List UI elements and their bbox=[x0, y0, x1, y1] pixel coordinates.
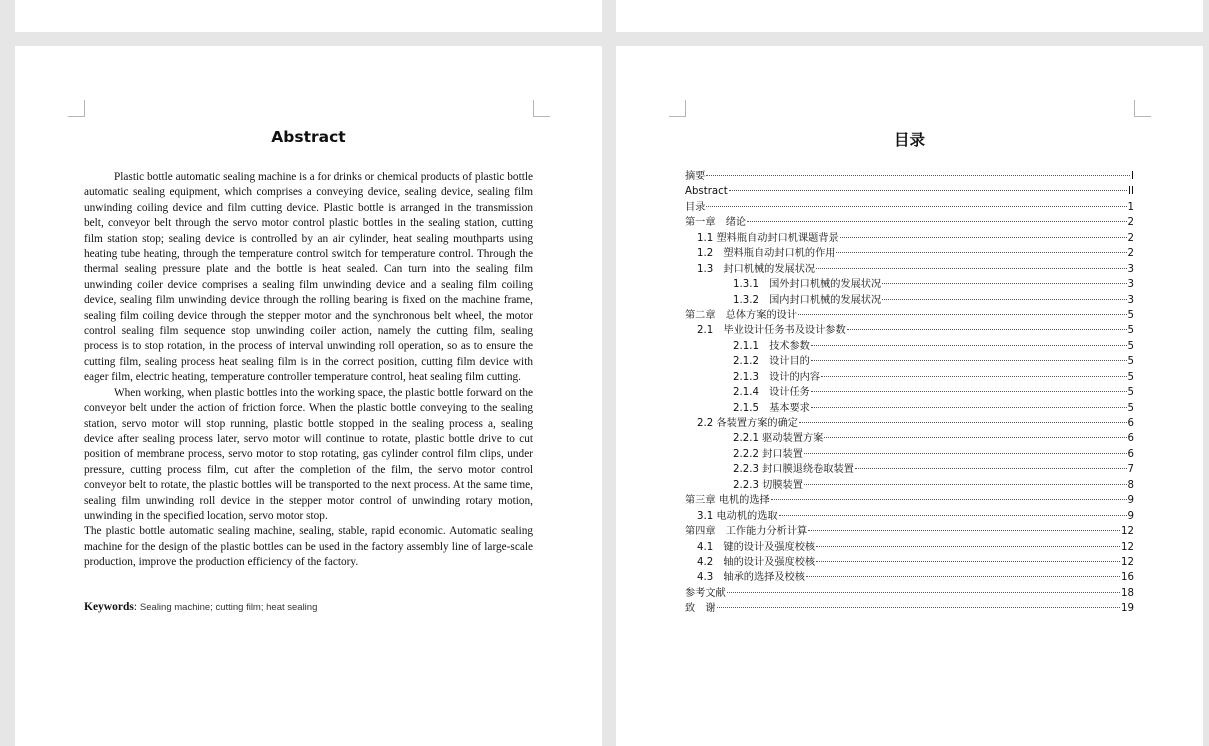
toc-leader bbox=[771, 499, 1127, 500]
toc-entry-title: 1.2 塑料瓶自动封口机的作用 bbox=[697, 248, 836, 260]
toc-entry-page: II bbox=[1127, 186, 1134, 198]
toc-entry-page: 5 bbox=[1127, 325, 1134, 337]
toc-entry[interactable] bbox=[685, 509, 1134, 524]
toc-entry[interactable] bbox=[685, 524, 1134, 539]
toc-entry-page: 8 bbox=[1127, 479, 1134, 491]
toc-leader bbox=[808, 530, 1120, 531]
toc-entry-title: 3.1 电动机的选取 bbox=[697, 510, 778, 522]
toc-entry-page: 2 bbox=[1127, 217, 1134, 229]
toc-entry-title: 1.3.1 国外封口机械的发展状况 bbox=[733, 279, 882, 291]
previous-page-right bbox=[616, 0, 1203, 32]
toc-leader bbox=[717, 607, 1120, 608]
toc-entry-page: 12 bbox=[1121, 556, 1134, 568]
toc-entry[interactable] bbox=[685, 215, 1134, 230]
toc-entry[interactable] bbox=[685, 262, 1134, 277]
toc-entry[interactable] bbox=[685, 447, 1134, 462]
toc-entry-page: 16 bbox=[1121, 572, 1134, 584]
toc-entry[interactable] bbox=[685, 370, 1134, 385]
toc-leader bbox=[811, 391, 1127, 392]
toc-entry-title: 1.1 塑料瓶自动封口机课题背景 bbox=[697, 232, 839, 244]
toc-entry-page: 3 bbox=[1127, 263, 1134, 275]
abstract-body[interactable] bbox=[84, 170, 533, 571]
abstract-page bbox=[15, 46, 602, 746]
toc-entry-title: 2.1.2 设计目的 bbox=[733, 356, 810, 368]
toc-leader bbox=[816, 546, 1120, 547]
toc-leader bbox=[747, 221, 1126, 222]
toc-entry-title: 第四章 工作能力分析计算 bbox=[685, 526, 808, 538]
toc-leader bbox=[811, 345, 1127, 346]
toc-entry-page: 5 bbox=[1127, 371, 1134, 383]
toc-entry[interactable] bbox=[685, 323, 1134, 338]
toc-title: 目录 bbox=[893, 131, 925, 149]
abstract-paragraph-1: Plastic bottle automatic sealing machine is a for drinks or chemical products of plastic bottle automatic sealing equipment, which comprises a conveying device, sealing device, sealing film unwinding coiling device and film cutting device. Plastic bottle is arranged in the transmission belt, conveyor belt through the servo motor control plastic bottles in the sealing station, cutting film station stop; sealing device is controlled by an air cylinder, heat sealing mouthparts using heating tube heating, through the temperature control switch for temperature control. Through the thermal sealing pressure plate and the bottle is heat sealed. Can turn into the sealing film unwinding coiler device comprises a sealing film unwinding device and a sealing film coiling device, sealing film unwinding device through the rolling bearing is fixed on the machine frame, sealing film coiling device through the stepper motor and the synchronous belt wheel, the motor control sealing film sequence stop unwinding coiler action, namely the cutting film, sealing process is to stop rotation, in the process of interval unwinding roll operation, so as to ensure the cutting film, sealing process heat sealing film is in the correct position, cutting film device with eager film, electric heating, temperature controller temperature control, heat sealing film cutting. bbox=[84, 171, 533, 384]
toc-leader bbox=[706, 206, 1126, 207]
toc-entry-title: 1.3 封口机械的发展状况 bbox=[697, 263, 816, 275]
toc-entry-title: 第二章 总体方案的设计 bbox=[685, 309, 798, 321]
toc-entry[interactable] bbox=[685, 540, 1134, 555]
toc-leader bbox=[729, 190, 1127, 191]
toc-entry-page: 12 bbox=[1121, 541, 1134, 553]
toc-entry-page: 5 bbox=[1127, 356, 1134, 368]
toc-entry-page: 5 bbox=[1127, 309, 1134, 321]
toc-entry[interactable] bbox=[685, 586, 1134, 601]
toc-entry-page: 5 bbox=[1127, 340, 1134, 352]
toc-entry-page: 9 bbox=[1127, 510, 1134, 522]
toc-entry-title: 2.2 各装置方案的确定 bbox=[697, 418, 798, 429]
toc-entry-title: 目录 bbox=[685, 201, 706, 213]
toc-entry[interactable] bbox=[685, 246, 1134, 261]
toc-entry-page: 12 bbox=[1121, 526, 1134, 538]
toc-leader bbox=[706, 175, 1130, 176]
toc-entry[interactable] bbox=[685, 555, 1134, 570]
toc-entry[interactable] bbox=[685, 200, 1134, 215]
toc-entry-page: 19 bbox=[1121, 603, 1134, 615]
toc-entry-page: I bbox=[1130, 171, 1134, 182]
toc-entry-page: 5 bbox=[1127, 387, 1134, 399]
toc-entry-title: 2.1 毕业设计任务书及设计参数 bbox=[697, 325, 846, 337]
toc-leader bbox=[811, 360, 1127, 361]
toc-entry[interactable] bbox=[685, 431, 1134, 446]
toc-entry[interactable] bbox=[685, 293, 1134, 308]
toc-entry[interactable] bbox=[685, 478, 1134, 493]
margin-mark-top-right bbox=[533, 100, 550, 117]
toc-entry-page: 2 bbox=[1127, 232, 1134, 244]
toc-entry-page: 5 bbox=[1127, 402, 1134, 414]
abstract-paragraph-3: The plastic bottle automatic sealing machine, sealing, stable, rapid economic. Automatic sealing machine for the design of the plastic bottles can be used in the factory assembly line of large-scale production, improve the production efficiency of the factory. bbox=[84, 525, 533, 569]
toc-entry-page: 3 bbox=[1127, 279, 1134, 291]
toc-leader bbox=[779, 515, 1127, 516]
toc-entry[interactable] bbox=[685, 416, 1134, 431]
toc-leader bbox=[727, 592, 1120, 593]
toc-entry[interactable] bbox=[685, 601, 1134, 616]
toc-entry[interactable] bbox=[685, 385, 1134, 400]
toc-leader bbox=[806, 576, 1120, 577]
toc-entry[interactable] bbox=[685, 493, 1134, 508]
previous-page-left bbox=[15, 0, 602, 32]
toc-leader bbox=[816, 268, 1126, 269]
toc-entry-title: 2.1.5 基本要求 bbox=[733, 402, 810, 414]
keywords-line[interactable] bbox=[84, 601, 533, 613]
abstract-paragraph-2: When working, when plastic bottles into the working space, the plastic bottle forward on the conveyor belt under the action of friction force. When the plastic bottle conveying to the sealing station, servo motor will stop running, plastic bottle stopped in the sealing process a, sealing device after sealing process later, servo motor will continue to rotate, plastic bottle drive to cut position of membrane process, servo motor to stop rotating, gas cylinder control film clips, under pressure, cutting process film, cut after the completion of the film, the servo motor control conveyor belt to rotate, the plastic bottles will be transported to the next process. At the same time, sealing film unwinding roll device in the stepper motor control of unwinding rotary motion, unwinding in the specified location, servo motor stop. bbox=[84, 386, 533, 522]
toc-page bbox=[616, 46, 1203, 746]
toc-leader bbox=[824, 437, 1126, 438]
toc-entry-title: 2.2.3 封口膜退绕卷取装置 bbox=[733, 464, 854, 476]
toc-leader bbox=[821, 376, 1126, 377]
toc-entry-title: 2.1.3 设计的内容 bbox=[733, 371, 821, 383]
toc-entry-title: 致 谢 bbox=[685, 603, 716, 615]
toc-entry-title: Abstract bbox=[685, 186, 728, 198]
toc-entry[interactable] bbox=[685, 231, 1134, 246]
toc-leader bbox=[799, 422, 1127, 423]
toc-entry-page: 6 bbox=[1127, 433, 1134, 445]
toc-entry[interactable] bbox=[685, 570, 1134, 585]
toc-entry-title: 4.1 键的设计及强度校核 bbox=[697, 541, 816, 553]
margin-mark-top-left bbox=[68, 100, 85, 117]
toc-entry-title: 2.1.1 技术参数 bbox=[733, 340, 810, 352]
toc-leader bbox=[882, 283, 1126, 284]
toc-entry[interactable] bbox=[685, 354, 1134, 369]
toc-entry-page: 2 bbox=[1127, 248, 1134, 260]
toc-entry-title: 参考文献 bbox=[685, 587, 726, 599]
toc-entry-title: 第三章 电机的选择 bbox=[685, 495, 770, 507]
toc-entry-page: 18 bbox=[1121, 587, 1134, 599]
toc-entry-title: 第一章 绪论 bbox=[685, 217, 747, 229]
toc-leader bbox=[811, 407, 1127, 408]
toc-entry-title: 2.2.3 切膜装置 bbox=[733, 479, 803, 491]
keywords-label: Keywords bbox=[84, 601, 134, 613]
toc-entry-page: 6 bbox=[1127, 448, 1134, 460]
toc-entry-title: 2.2.1 驱动装置方案 bbox=[733, 433, 824, 445]
table-of-contents bbox=[685, 169, 1134, 617]
toc-entry[interactable] bbox=[685, 169, 1134, 184]
toc-entry-title: 2.2.2 封口装置 bbox=[733, 448, 803, 460]
toc-entry-title: 摘要 bbox=[685, 171, 706, 182]
toc-entry[interactable] bbox=[685, 339, 1134, 354]
toc-leader bbox=[847, 329, 1127, 330]
toc-entry-page: 3 bbox=[1127, 294, 1134, 306]
toc-entry[interactable] bbox=[685, 308, 1134, 323]
toc-leader bbox=[816, 561, 1120, 562]
toc-entry-page: 9 bbox=[1127, 495, 1134, 507]
toc-leader bbox=[798, 314, 1126, 315]
toc-entry[interactable] bbox=[685, 277, 1134, 292]
margin-mark-top-left bbox=[669, 100, 686, 117]
toc-entry[interactable] bbox=[685, 462, 1134, 477]
toc-entry-title: 2.1.4 设计任务 bbox=[733, 387, 810, 399]
margin-mark-top-right bbox=[1134, 100, 1151, 117]
toc-leader bbox=[840, 237, 1127, 238]
toc-entry-page: 1 bbox=[1127, 201, 1134, 213]
toc-entry-title: 4.2 轴的设计及强度校核 bbox=[697, 556, 816, 568]
keywords-text: Sealing machine; cutting film; heat sealing bbox=[139, 602, 318, 613]
toc-entry-title: 4.3 轴承的选择及校核 bbox=[697, 572, 805, 584]
toc-leader bbox=[804, 453, 1127, 454]
toc-entry[interactable] bbox=[685, 401, 1134, 416]
abstract-title: Abstract bbox=[271, 128, 346, 146]
toc-entry[interactable] bbox=[685, 184, 1134, 199]
toc-leader bbox=[855, 468, 1127, 469]
toc-entry-page: 7 bbox=[1127, 464, 1134, 476]
keywords-colon: : bbox=[133, 601, 140, 613]
toc-leader bbox=[882, 299, 1126, 300]
toc-entry-page: 6 bbox=[1127, 418, 1134, 429]
toc-entry-title: 1.3.2 国内封口机械的发展状况 bbox=[733, 294, 882, 306]
toc-leader bbox=[836, 252, 1126, 253]
toc-leader bbox=[804, 484, 1127, 485]
